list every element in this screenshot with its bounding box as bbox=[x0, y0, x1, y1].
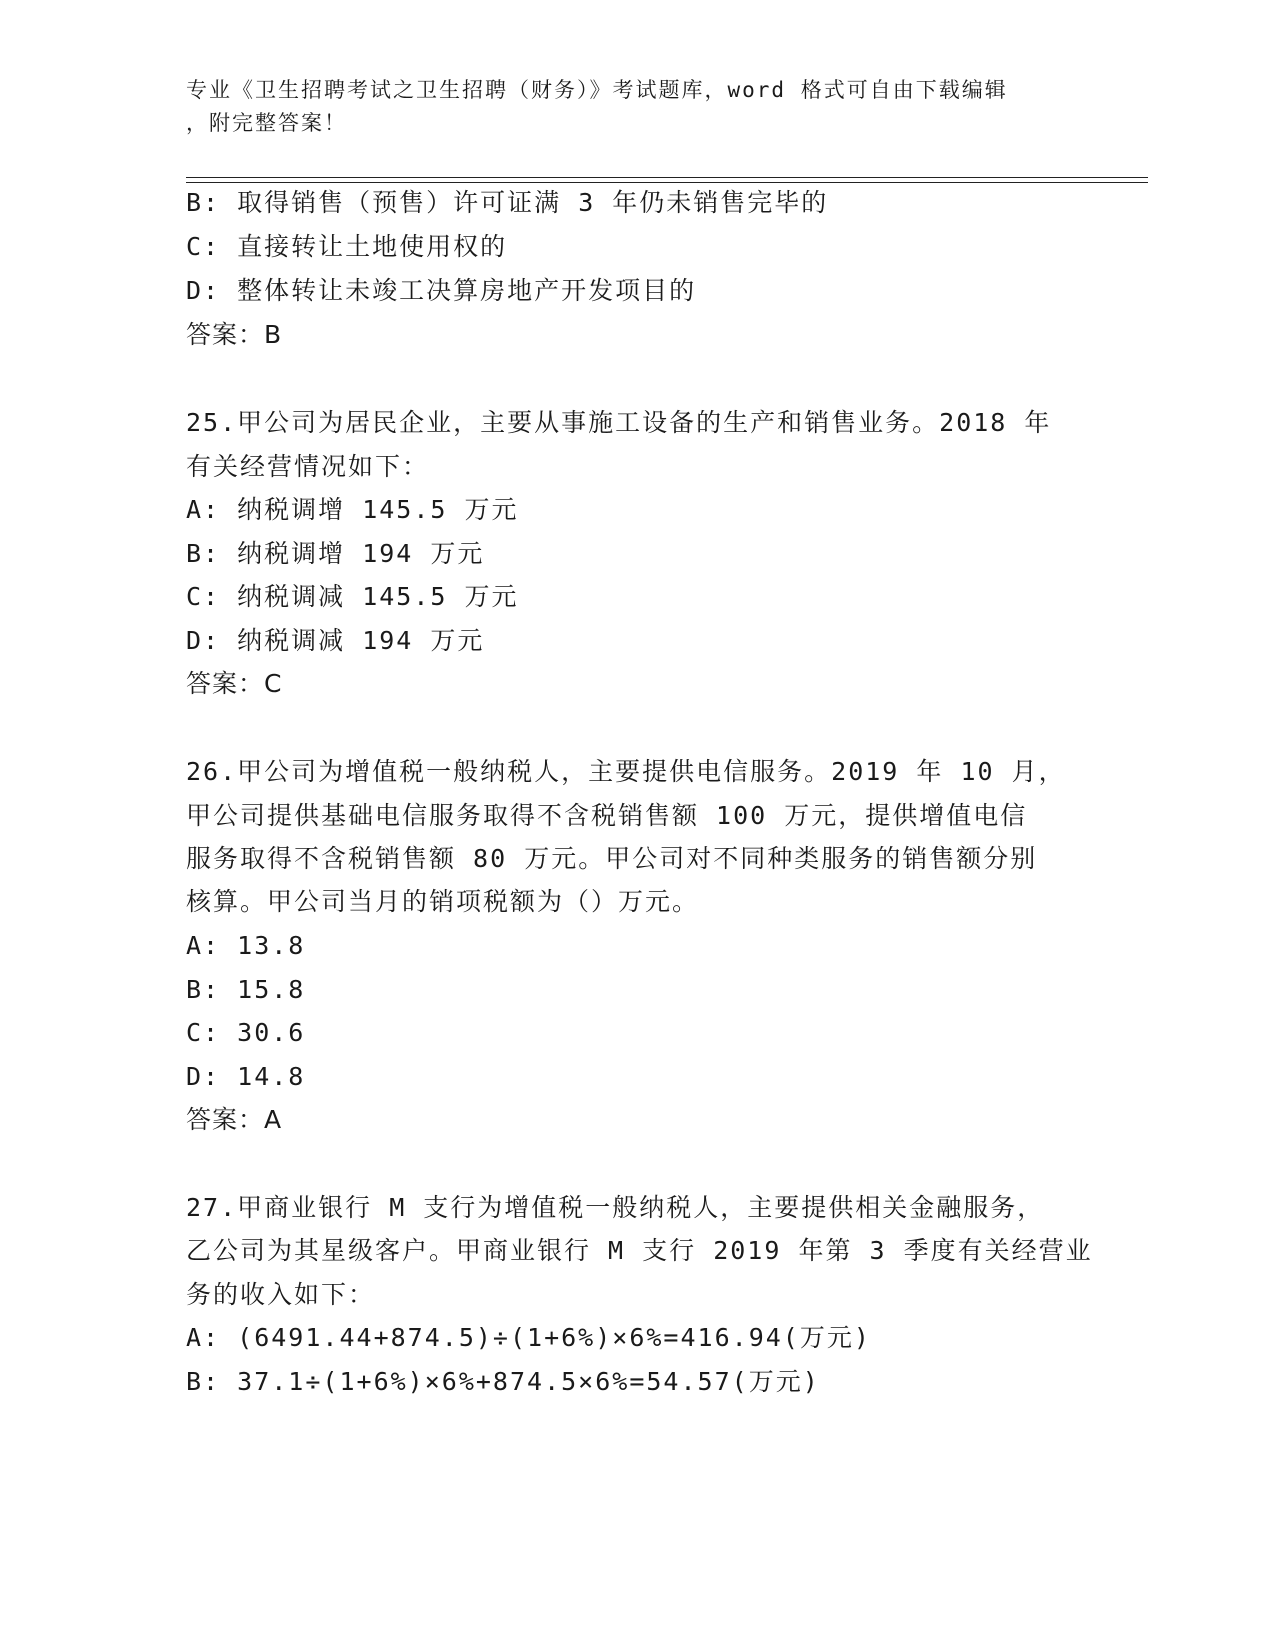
q25-answer: 答案：C bbox=[186, 669, 283, 698]
q26-option-a: A: 13.8 bbox=[186, 931, 306, 960]
q25-option-a: A: 纳税调增 145.5 万元 bbox=[186, 495, 519, 524]
q26-option-b: B: 15.8 bbox=[186, 975, 306, 1004]
q26-option-c: C: 30.6 bbox=[186, 1018, 306, 1047]
q27-stem-line-1: 27.甲商业银行 M 支行为增值税一般纳税人，主要提供相关金融服务， bbox=[186, 1193, 1045, 1222]
q27-option-a: A: (6491.44+874.5)÷(1+6%)×6%=416.94(万元) bbox=[186, 1323, 871, 1352]
q26-stem-line-1: 26.甲公司为增值税一般纳税人，主要提供电信服务。2019 年 10 月， bbox=[186, 757, 1066, 786]
header-line-1: 专业《卫生招聘考试之卫生招聘（财务）》考试题库，word 格式可自由下载编辑 bbox=[186, 78, 1008, 102]
q27-option-b: B: 37.1÷(1+6%)×6%+874.5×6%=54.57(万元) bbox=[186, 1367, 820, 1396]
q26-stem-line-3: 服务取得不含税销售额 80 万元。甲公司对不同种类服务的销售额分别 bbox=[186, 844, 1038, 873]
header-line-2: ，附完整答案！ bbox=[186, 111, 347, 135]
q25-stem-line-1: 25.甲公司为居民企业，主要从事施工设备的生产和销售业务。2018 年 bbox=[186, 408, 1052, 437]
q25-stem-line-2: 有关经营情况如下： bbox=[186, 452, 430, 481]
q26-answer: 答案：A bbox=[186, 1105, 283, 1134]
q25-option-b: B: 纳税调增 194 万元 bbox=[186, 539, 485, 568]
q27-stem-line-3: 务的收入如下： bbox=[186, 1280, 376, 1309]
q25-option-d: D: 纳税调减 194 万元 bbox=[186, 626, 485, 655]
header-divider-top bbox=[186, 177, 1148, 178]
header-divider-bottom bbox=[186, 182, 1148, 183]
document-header bbox=[186, 74, 1066, 140]
q26-stem-line-2: 甲公司提供基础电信服务取得不含税销售额 100 万元，提供增值电信 bbox=[186, 801, 1028, 830]
q26-stem-line-4: 核算。甲公司当月的销项税额为（）万元。 bbox=[186, 887, 700, 916]
q24-answer: 答案：B bbox=[186, 320, 283, 349]
q27-stem-line-2: 乙公司为其星级客户。甲商业银行 M 支行 2019 年第 3 季度有关经营业 bbox=[186, 1236, 1093, 1265]
q26-option-d: D: 14.8 bbox=[186, 1062, 306, 1091]
q24-option-c: C: 直接转让土地使用权的 bbox=[186, 232, 508, 261]
q25-option-c: C: 纳税调减 145.5 万元 bbox=[186, 582, 519, 611]
q24-option-b: B: 取得销售（预售）许可证满 3 年仍未销售完毕的 bbox=[186, 188, 829, 217]
q24-option-d: D: 整体转让未竣工决算房地产开发项目的 bbox=[186, 276, 697, 305]
